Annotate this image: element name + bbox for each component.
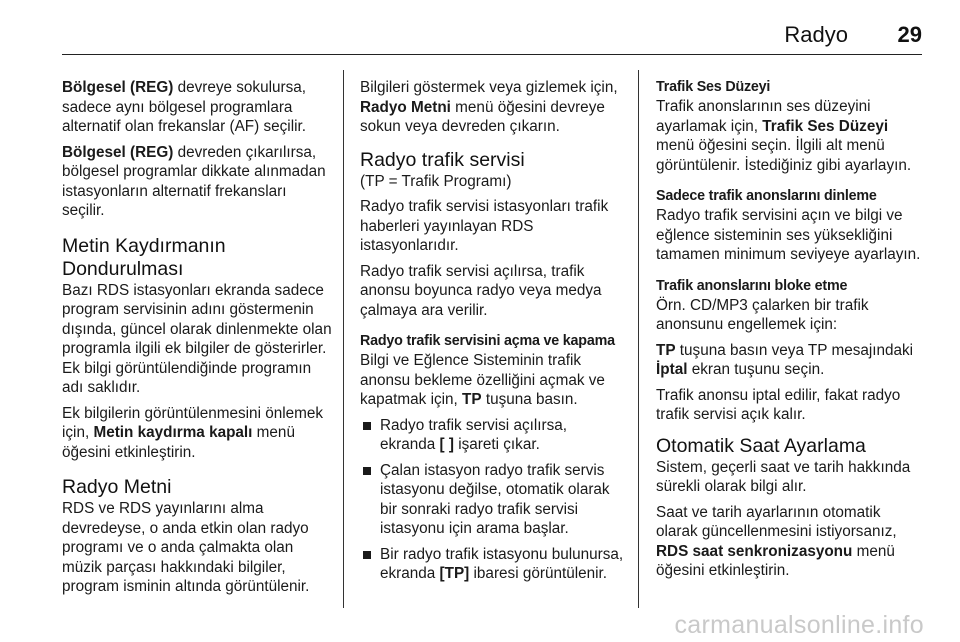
bold-term: Bölgesel (REG) xyxy=(62,143,174,161)
bold-term: Bölgesel (REG) xyxy=(62,79,174,96)
page-header xyxy=(62,10,922,55)
bold-term: Metin kaydırma kapalı xyxy=(93,424,253,441)
column-divider xyxy=(343,70,344,608)
bold-term: [ ] xyxy=(439,436,454,453)
text: tuşuna basın. xyxy=(481,391,578,408)
heading-auto-clock: Otomatik Saat Ayarlama xyxy=(656,434,866,457)
text: menü öğesini etkinleştirin. xyxy=(656,542,895,579)
watermark: carmanualsonline.info xyxy=(674,611,924,639)
section-title: Radyo xyxy=(784,22,848,47)
subheading-traffic-volume: Trafik Ses Düzeyi xyxy=(656,79,771,95)
text: ekran tuşunu seçin. xyxy=(687,361,825,378)
heading-radio-text: Radyo Metni xyxy=(62,476,172,498)
bold-term: [TP] xyxy=(439,565,470,582)
text: işareti çıkar. xyxy=(453,436,540,453)
paragraph xyxy=(656,97,926,175)
text: menü öğesini devreye sokun veya devreden çıkarın. xyxy=(360,98,605,135)
column-1 xyxy=(62,78,332,603)
list-item xyxy=(360,545,624,584)
paragraph: Örn. CD/MP3 çalarken bir trafik anonsunu engellemek için: xyxy=(656,296,869,333)
text: ibaresi görüntülenir. xyxy=(469,565,608,582)
text: devreye sokulursa, sadece aynı bölgesel programlara alternatif olan frekanslar (AF) seçilir. xyxy=(62,79,306,135)
bold-term: TP xyxy=(462,391,482,408)
text: Bir radyo trafik istasyonu bulunursa, ekranda xyxy=(380,545,624,582)
bold-term: RDS saat senkronizasyonu xyxy=(656,542,853,560)
paragraph xyxy=(62,404,332,463)
paragraph: RDS ve RDS yayınlarını alma devredeyse, o anda etkin olan radyo programı ve o anda çalmakta olan müzik parçası hakkındaki bilgiler, program isminin altında görüntülenir. xyxy=(62,500,310,595)
paragraph xyxy=(62,143,332,221)
bold-term: Trafik Ses Düzeyi xyxy=(762,117,889,135)
text: Trafik anonslarının ses düzeyini ayarlamak için, xyxy=(656,98,871,135)
paragraph: Trafik anonsu iptal edilir, fakat radyo trafik servisi açık kalır. xyxy=(656,386,901,423)
column-3 xyxy=(656,78,926,587)
bold-term: İptal xyxy=(656,361,688,378)
text: Bilgileri göstermek veya gizlemek için, xyxy=(360,79,618,96)
bold-term: TP xyxy=(656,341,676,359)
column-2 xyxy=(360,78,624,590)
page-number: 29 xyxy=(897,22,922,47)
paragraph: Bazı RDS istasyonları ekranda sadece program servisinin adını göstermenin dışında, güncel olarak dinlenmekte olan programla ilgili ek bilgiler de gösterirler. Ek bilgi görüntülendiğinde programın adı saklıdır. xyxy=(62,281,332,396)
paragraph: Radyo trafik servisi açılırsa, trafik anonsu boyunca radyo veya medya çalmaya ara verilir. xyxy=(360,262,602,319)
paragraph xyxy=(62,78,332,137)
list-item: Çalan istasyon radyo trafik servis istasyonu değilse, otomatik olarak bir sonraki radyo trafik servisi istasyonu için arama başlar. xyxy=(360,461,624,539)
paragraph: Radyo trafik servisi istasyonları trafik haberleri yayınlayan RDS istasyonlarıdır. xyxy=(360,198,609,254)
paragraph: Radyo trafik servisini açın ve bilgi ve eğlence sisteminin ses yüksekliğini tamamen minimum seviyeye ayarlayın. xyxy=(656,207,921,263)
bullet-list xyxy=(360,416,624,584)
text: Ek bilgilerin görüntülenmesini önlemek için, xyxy=(62,404,324,441)
column-divider xyxy=(638,70,639,608)
heading-text-scroll: Metin Kaydırmanın Dondurulması xyxy=(62,234,226,280)
text: Radyo trafik servisi açılırsa, ekranda xyxy=(380,416,568,453)
paragraph xyxy=(656,503,926,581)
list-item xyxy=(360,416,624,455)
heading-traffic-service: Radyo trafik servisi xyxy=(360,148,525,171)
text: devreden çıkarılırsa, bölgesel programlar dikkate alınmadan istasyonların alternatif frekansları seçilir. xyxy=(62,143,326,219)
text: menü öğesini seçin. İlgili alt menü görüntülenir. İstediğiniz gibi ayarlayın. xyxy=(656,137,912,174)
text: tuşuna basın veya TP mesajındaki xyxy=(675,341,914,359)
subheading-listen-only: Sadece trafik anonslarını dinleme xyxy=(656,188,877,204)
text: menü öğesini etkinleştirin. xyxy=(62,424,295,461)
paragraph xyxy=(360,351,624,410)
subheading-onoff: Radyo trafik servisini açma ve kapama xyxy=(360,333,615,349)
subheading-block: Trafik anonslarını bloke etme xyxy=(656,277,848,294)
text: Saat ve tarih ayarlarının otomatik olarak güncellenmesini istiyorsanız, xyxy=(656,503,897,540)
bold-term: Radyo Metni xyxy=(360,98,451,116)
paragraph: Sistem, geçerli saat ve tarih hakkında sürekli olarak bilgi alır. xyxy=(656,458,911,495)
paragraph xyxy=(656,341,926,380)
paragraph xyxy=(360,78,624,137)
subtitle: (TP = Trafik Programı) xyxy=(360,172,512,190)
text: Bilgi ve Eğlence Sisteminin trafik anonsu bekleme özelliğini açmak ve kapatmak için, xyxy=(360,352,605,408)
